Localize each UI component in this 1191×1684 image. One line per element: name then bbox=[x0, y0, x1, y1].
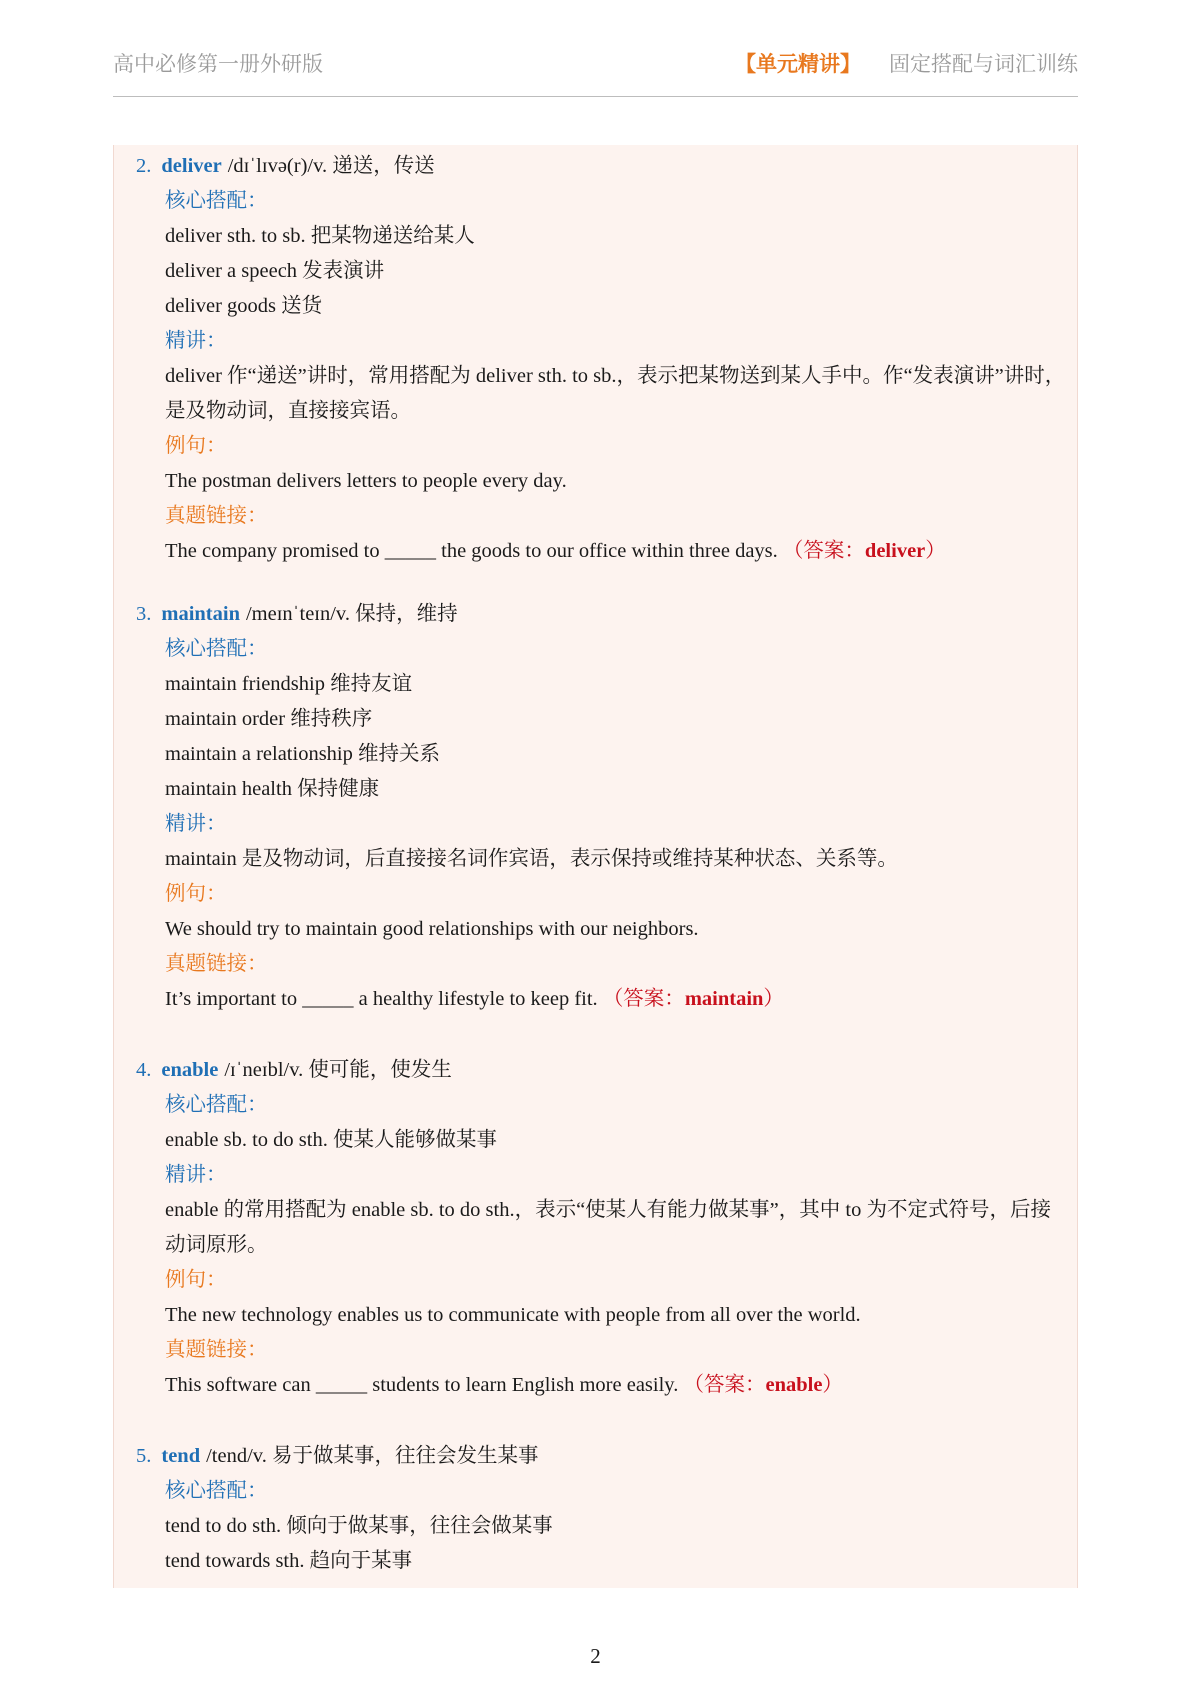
page-number: 2 bbox=[590, 1644, 601, 1668]
collocation-item: enable sb. to do sth. 使某人能够做某事 bbox=[165, 1129, 497, 1151]
entry-heading bbox=[136, 1053, 1069, 1088]
core-collocation-label: 核心搭配： bbox=[165, 1480, 268, 1502]
exam-question bbox=[165, 982, 1069, 1017]
answer-prefix: （答案： bbox=[683, 1374, 766, 1396]
book-title: 高中必修第一册外研版 bbox=[113, 52, 323, 76]
answer-suffix: ） bbox=[763, 988, 784, 1010]
section-title bbox=[735, 48, 1078, 78]
page-header bbox=[113, 44, 1078, 97]
answer-prefix: （答案： bbox=[782, 540, 865, 562]
entry-definition: /dɪˈlɪvə(r)/v. 递送，传送 bbox=[227, 155, 435, 177]
section-subtitle: 固定搭配与词汇训练 bbox=[889, 52, 1078, 76]
collocation-item: deliver sth. to sb. 把某物递送给某人 bbox=[165, 225, 475, 247]
answer-word: enable bbox=[765, 1374, 823, 1396]
answer bbox=[683, 1374, 842, 1396]
entry-word: tend bbox=[161, 1445, 201, 1467]
entry-definition: /tend/v. 易于做某事，往往会发生某事 bbox=[206, 1445, 539, 1467]
answer-word: maintain bbox=[684, 988, 764, 1010]
entry-heading bbox=[136, 149, 1069, 184]
answer-suffix: ） bbox=[822, 1374, 843, 1396]
collocation-item: deliver a speech 发表演讲 bbox=[165, 260, 385, 282]
answer-prefix: （答案： bbox=[602, 988, 685, 1010]
entry-number: 2. bbox=[136, 155, 152, 177]
core-collocation-label: 核心搭配： bbox=[165, 1094, 268, 1116]
collocation-item: tend towards sth. 趋向于某事 bbox=[165, 1550, 413, 1572]
exam-question-text: It’s important to _____ a healthy lifestyle to keep fit. bbox=[165, 988, 598, 1010]
entry-number: 4. bbox=[136, 1059, 152, 1081]
collocation-item: deliver goods 送货 bbox=[165, 295, 323, 317]
example-sentence: We should try to maintain good relationships with our neighbors. bbox=[165, 918, 699, 940]
exam-question-text: This software can _____ students to learn English more easily. bbox=[165, 1374, 679, 1396]
example-label: 例句： bbox=[165, 1269, 227, 1291]
collocation-item: maintain friendship 维持友谊 bbox=[165, 673, 413, 695]
content-card bbox=[113, 145, 1078, 1588]
entry-word: enable bbox=[161, 1059, 219, 1081]
exam-link-label: 真题链接： bbox=[165, 1339, 268, 1361]
collocation-item: maintain health 保持健康 bbox=[165, 778, 380, 800]
entry-heading bbox=[136, 1439, 1069, 1474]
explain-label: 精讲： bbox=[165, 330, 227, 352]
example-label: 例句： bbox=[165, 883, 227, 905]
answer-word: deliver bbox=[864, 540, 926, 562]
exam-link-label: 真题链接： bbox=[165, 505, 268, 527]
explain-text: enable 的常用搭配为 enable sb. to do sth.，表示“使某人有能力做某事”，其中 to 为不定式符号，后接动词原形。 bbox=[165, 1199, 1051, 1256]
entry-heading bbox=[136, 597, 1069, 632]
example-label: 例句： bbox=[165, 435, 227, 457]
entry-word: maintain bbox=[161, 603, 240, 625]
core-collocation-label: 核心搭配： bbox=[165, 638, 268, 660]
entry-word: deliver bbox=[161, 155, 222, 177]
answer-suffix: ） bbox=[925, 540, 946, 562]
explain-text: maintain 是及物动词，后直接接名词作宾语，表示保持或维持某种状态、关系等。 bbox=[165, 848, 898, 870]
explain-label: 精讲： bbox=[165, 813, 227, 835]
entry-definition: /ɪˈneɪbl/v. 使可能，使发生 bbox=[224, 1059, 452, 1081]
entry-number: 3. bbox=[136, 603, 152, 625]
core-collocation-label: 核心搭配： bbox=[165, 190, 268, 212]
explain-text: deliver 作“递送”讲时，常用搭配为 deliver sth. to sb.，表示把某物送到某人手中。作“发表演讲”讲时，是及物动词，直接接宾语。 bbox=[165, 365, 1066, 422]
example-sentence: The postman delivers letters to people every day. bbox=[165, 470, 567, 492]
exam-question bbox=[165, 1368, 1069, 1403]
exam-link-label: 真题链接： bbox=[165, 953, 268, 975]
explain-label: 精讲： bbox=[165, 1164, 227, 1186]
entry-number: 5. bbox=[136, 1445, 152, 1467]
collocation-item: maintain a relationship 维持关系 bbox=[165, 743, 440, 765]
exam-question-text: The company promised to _____ the goods to our office within three days. bbox=[165, 540, 778, 562]
example-sentence: The new technology enables us to communicate with people from all over the world. bbox=[165, 1304, 861, 1326]
section-tag: 【单元精讲】 bbox=[735, 52, 861, 76]
answer bbox=[603, 988, 784, 1010]
collocation-item: tend to do sth. 倾向于做某事，往往会做某事 bbox=[165, 1515, 553, 1537]
collocation-item: maintain order 维持秩序 bbox=[165, 708, 373, 730]
entry-definition: /meɪnˈteɪn/v. 保持，维持 bbox=[245, 603, 458, 625]
answer bbox=[783, 540, 946, 562]
exam-question bbox=[165, 534, 1069, 569]
